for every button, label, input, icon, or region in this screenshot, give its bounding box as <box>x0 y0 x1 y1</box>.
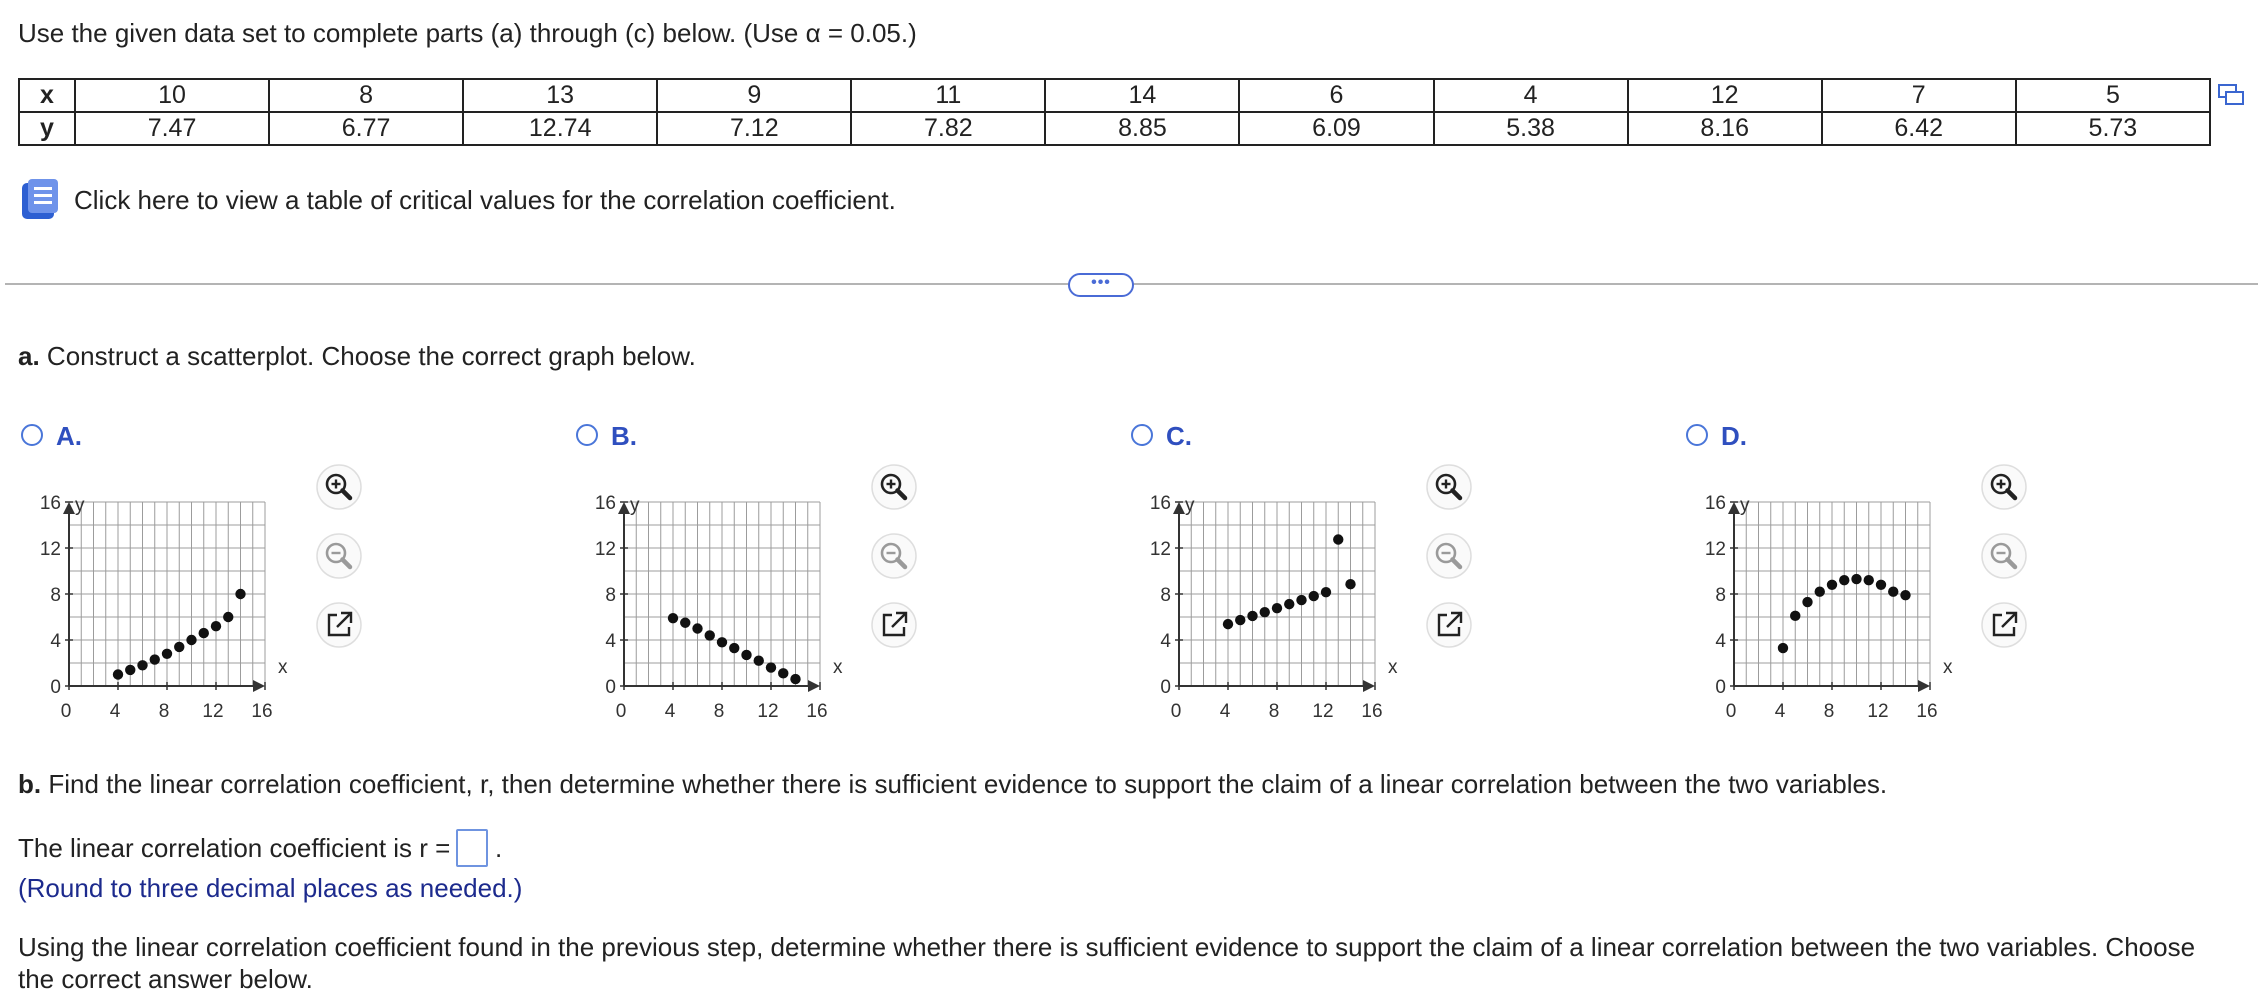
y-tick-label: 4 <box>1715 631 1726 652</box>
option-a-label[interactable]: A. <box>56 421 82 451</box>
x-cell: 13 <box>463 79 657 112</box>
r-prompt: The linear correlation coefficient is r = <box>18 833 451 863</box>
data-point <box>235 589 245 599</box>
y-cell: 8.85 <box>1045 112 1239 145</box>
data-point <box>1223 619 1233 629</box>
option-c-label[interactable]: C. <box>1166 421 1192 451</box>
popout-icon[interactable] <box>1424 600 1474 650</box>
x-cell: 10 <box>75 79 269 112</box>
data-point <box>1235 615 1245 625</box>
grid <box>624 502 820 686</box>
x-tick-label: 16 <box>1916 701 1938 722</box>
data-point <box>1333 534 1343 544</box>
x-tick-label: 16 <box>1361 701 1383 722</box>
data-point <box>1345 579 1355 589</box>
copy-data-icon[interactable] <box>2218 84 2244 106</box>
y-tick-label: 8 <box>50 585 61 606</box>
data-point <box>1900 590 1910 600</box>
x-axis-arrow <box>808 680 820 692</box>
popout-icon[interactable] <box>314 600 364 650</box>
y-header: y <box>19 112 75 145</box>
x-cell: 7 <box>1822 79 2016 112</box>
data-point <box>1296 595 1306 605</box>
x-tick-label: 0 <box>615 701 627 722</box>
y-cell: 6.42 <box>1822 112 2016 145</box>
critical-values-link[interactable]: Click here to view a table of critical values for the correlation coefficient. <box>74 185 896 215</box>
y-axis-label: y <box>1185 495 1195 516</box>
x-tick-label: 16 <box>251 701 273 722</box>
data-point <box>741 650 751 660</box>
x-tick-label: 12 <box>757 701 779 722</box>
y-tick-label: 8 <box>1715 585 1726 606</box>
data-point <box>125 665 135 675</box>
data-point <box>705 630 715 640</box>
option-b-radio[interactable] <box>576 424 598 446</box>
x-tick-label: 8 <box>158 701 170 722</box>
data-point <box>150 654 160 664</box>
x-cell: 14 <box>1045 79 1239 112</box>
y-cell: 7.82 <box>851 112 1045 145</box>
y-axis-arrow <box>618 502 630 514</box>
x-cell: 4 <box>1434 79 1628 112</box>
data-point <box>1815 587 1825 597</box>
y-tick-label: 4 <box>605 631 616 652</box>
r-suffix: . <box>495 833 503 863</box>
data-point <box>754 656 764 666</box>
part-b-instruction: Using the linear correlation coefficient found in the previous step, determine whether there is sufficient evidence to support the claim of a linear correlation between the two variables. Choose the correct answer below. <box>18 932 2196 994</box>
data-point <box>1247 611 1257 621</box>
x-tick-label: 0 <box>1170 701 1182 722</box>
y-tick-label: 4 <box>1160 631 1171 652</box>
zoom-out-icon[interactable] <box>869 531 919 581</box>
y-cell: 5.38 <box>1434 112 1628 145</box>
x-axis-label: x <box>278 657 288 678</box>
y-tick-label: 8 <box>1160 585 1171 606</box>
data-point <box>1260 607 1270 617</box>
x-row <box>19 79 2210 112</box>
x-tick-label: 4 <box>664 701 676 722</box>
x-tick-label: 8 <box>1268 701 1280 722</box>
data-point <box>717 637 727 647</box>
zoom-out-icon[interactable] <box>1424 531 1474 581</box>
part-b-label: b. <box>18 769 42 799</box>
y-tick-label: 0 <box>50 677 61 698</box>
data-point <box>1802 597 1812 607</box>
y-tick-label: 8 <box>605 585 616 606</box>
data-point <box>1851 574 1861 584</box>
x-tick-label: 8 <box>713 701 725 722</box>
x-tick-label: 0 <box>1725 701 1737 722</box>
data-point <box>1876 580 1886 590</box>
zoom-out-icon[interactable] <box>1979 531 2029 581</box>
data-point <box>692 623 702 633</box>
part-b-prompt <box>18 768 1887 800</box>
y-tick-label: 16 <box>39 493 61 514</box>
x-cell: 6 <box>1239 79 1433 112</box>
grid <box>1179 502 1375 686</box>
x-cell: 8 <box>269 79 463 112</box>
rounding-note: (Round to three decimal places as needed.) <box>18 873 523 903</box>
scatterplot-a[interactable] <box>18 465 308 725</box>
part-a-label: a. <box>18 341 40 371</box>
y-axis-label: y <box>75 495 85 516</box>
x-tick-label: 12 <box>1312 701 1334 722</box>
data-point <box>199 628 209 638</box>
data-point <box>1790 611 1800 621</box>
part-a-prompt <box>18 340 696 372</box>
data-point <box>223 612 233 622</box>
expand-button[interactable]: ••• <box>1068 273 1134 297</box>
y-cell: 6.09 <box>1239 112 1433 145</box>
data-point <box>174 642 184 652</box>
data-point <box>113 669 123 679</box>
x-cell: 9 <box>657 79 851 112</box>
y-tick-label: 0 <box>1160 677 1171 698</box>
x-tick-label: 4 <box>1774 701 1786 722</box>
data-table <box>18 78 2211 146</box>
data-point <box>137 660 147 670</box>
y-cell: 8.16 <box>1628 112 1822 145</box>
y-cell: 12.74 <box>463 112 657 145</box>
y-tick-label: 12 <box>1704 539 1726 560</box>
data-point <box>1839 575 1849 585</box>
popout-icon[interactable] <box>1979 600 2029 650</box>
option-c-radio[interactable] <box>1131 424 1153 446</box>
y-axis-label: y <box>1740 495 1750 516</box>
x-tick-label: 4 <box>109 701 121 722</box>
x-tick-label: 4 <box>1219 701 1231 722</box>
zoom-in-icon[interactable] <box>1979 462 2029 512</box>
y-tick-label: 4 <box>50 631 61 652</box>
option-a-radio[interactable] <box>21 424 43 446</box>
zoom-in-icon[interactable] <box>869 462 919 512</box>
x-tick-label: 0 <box>60 701 72 722</box>
data-point <box>1888 587 1898 597</box>
x-cell: 11 <box>851 79 1045 112</box>
data-point <box>790 674 800 684</box>
y-tick-label: 0 <box>605 677 616 698</box>
data-point <box>1272 603 1282 613</box>
x-axis-label: x <box>1388 657 1398 678</box>
zoom-out-icon[interactable] <box>314 531 364 581</box>
data-point <box>211 621 221 631</box>
y-tick-label: 16 <box>1149 493 1171 514</box>
y-tick-label: 12 <box>594 539 616 560</box>
scatterplot-c[interactable] <box>1128 465 1418 725</box>
y-cell: 5.73 <box>2016 112 2210 145</box>
option-d-radio[interactable] <box>1686 424 1708 446</box>
data-point <box>778 668 788 678</box>
part-a-text: Construct a scatterplot. Choose the correct graph below. <box>39 341 696 371</box>
data-point <box>1309 591 1319 601</box>
option-b-label[interactable]: B. <box>611 421 637 451</box>
y-axis-arrow <box>1173 502 1185 514</box>
data-point <box>1778 643 1788 653</box>
x-tick-label: 16 <box>806 701 828 722</box>
x-tick-label: 8 <box>1823 701 1835 722</box>
y-row <box>19 112 2210 145</box>
y-cell: 7.47 <box>75 112 269 145</box>
y-tick-label: 16 <box>1704 493 1726 514</box>
data-point <box>729 643 739 653</box>
x-axis-arrow <box>1363 680 1375 692</box>
part-b-text: Find the linear correlation coefficient, r, then determine whether there is sufficient evidence to support the claim of a linear correlation between the two variables. <box>41 769 1888 799</box>
zoom-in-icon[interactable] <box>314 462 364 512</box>
zoom-in-icon[interactable] <box>1424 462 1474 512</box>
data-point <box>1827 580 1837 590</box>
x-header: x <box>19 79 75 112</box>
scatterplot-d[interactable] <box>1683 465 1973 725</box>
x-cell: 5 <box>2016 79 2210 112</box>
x-axis-arrow <box>1918 680 1930 692</box>
popout-icon[interactable] <box>869 600 919 650</box>
r-answer-input[interactable] <box>456 829 488 867</box>
book-icon[interactable] <box>20 177 60 221</box>
data-point <box>668 613 678 623</box>
x-tick-label: 12 <box>202 701 224 722</box>
x-axis-label: x <box>1943 657 1953 678</box>
y-tick-label: 0 <box>1715 677 1726 698</box>
data-point <box>1284 599 1294 609</box>
y-tick-label: 12 <box>1149 539 1171 560</box>
data-point <box>680 618 690 628</box>
x-axis-arrow <box>253 680 265 692</box>
y-cell: 7.12 <box>657 112 851 145</box>
x-axis-label: x <box>833 657 843 678</box>
x-cell: 12 <box>1628 79 1822 112</box>
data-point <box>1864 575 1874 585</box>
option-d-label[interactable]: D. <box>1721 421 1747 451</box>
data-point <box>766 662 776 672</box>
y-axis-label: y <box>630 495 640 516</box>
y-axis-arrow <box>1728 502 1740 514</box>
y-cell: 6.77 <box>269 112 463 145</box>
data-point <box>162 649 172 659</box>
y-axis-arrow <box>63 502 75 514</box>
data-point <box>1321 587 1331 597</box>
data-point <box>186 635 196 645</box>
y-tick-label: 12 <box>39 539 61 560</box>
scatterplot-b[interactable] <box>573 465 863 725</box>
y-tick-label: 16 <box>594 493 616 514</box>
question-intro: Use the given data set to complete parts (a) through (c) below. (Use α = 0.05.) <box>18 18 917 48</box>
x-tick-label: 12 <box>1867 701 1889 722</box>
